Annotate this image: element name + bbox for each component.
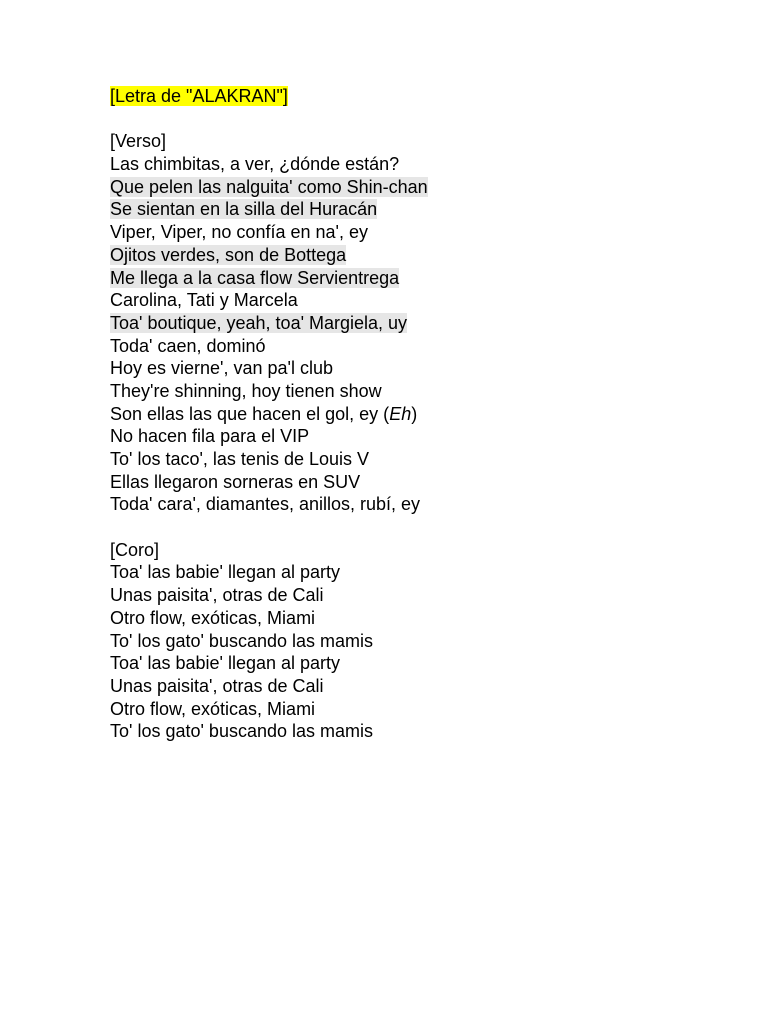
verse-line: To' los taco', las tenis de Louis V bbox=[110, 449, 370, 469]
verse-line: No hacen fila para el VIP bbox=[110, 426, 310, 447]
chorus-line: Toa' las babie' llegan al party bbox=[110, 562, 341, 583]
verse-line-text: Ojitos verdes, son de Bottega bbox=[110, 244, 347, 265]
verse-line: Toda' cara', diamantes, anillos, rubí, ey bbox=[110, 494, 421, 515]
verse-line: Toda' caen, dominó bbox=[110, 335, 266, 356]
chorus-line: Unas paisita', otras de Cali bbox=[110, 675, 324, 696]
chorus-line: Unas paisita', otras de Cali bbox=[110, 585, 324, 606]
verse-header: [Verso] bbox=[110, 131, 167, 152]
verse-line bbox=[110, 244, 730, 267]
verse-line-gol bbox=[110, 403, 730, 426]
verse-line: Carolina, Tati y Marcela bbox=[110, 290, 298, 311]
verse-line: Viper, Viper, no confía en na', ey bbox=[110, 222, 368, 243]
chorus-line: To' los gato' buscando las mamis bbox=[110, 630, 374, 651]
lyrics-body bbox=[110, 85, 730, 743]
verse-line-text: Me llega a la casa flow Servientrega bbox=[110, 267, 400, 288]
verse-line: Las chimbitas, a ver, ¿dónde están? bbox=[110, 154, 400, 175]
verse-line bbox=[110, 267, 730, 290]
chorus-line: To' los gato' buscando las mamis bbox=[110, 721, 374, 742]
verse-line bbox=[110, 312, 730, 335]
chorus-line: Otro flow, exóticas, Miami bbox=[110, 698, 316, 719]
verse-line bbox=[110, 176, 730, 199]
verse-line: Ellas llegaron sorneras en SUV bbox=[110, 471, 361, 492]
verse-line-text: Toa' boutique, yeah, toa' Margiela, uy bbox=[110, 312, 408, 333]
blank-line bbox=[110, 516, 730, 539]
chorus-line: Toa' las babie' llegan al party bbox=[110, 653, 341, 674]
title-line bbox=[110, 85, 730, 108]
song-title: [Letra de "ALAKRAN"] bbox=[110, 86, 288, 106]
chorus-header: [Coro] bbox=[110, 539, 160, 560]
verse-line: They're shinning, hoy tienen show bbox=[110, 380, 382, 401]
gol-prefix: Son ellas las que hacen el gol, ey ( bbox=[110, 403, 390, 424]
gol-emphasis: Eh bbox=[389, 403, 412, 424]
verse-line: Hoy es vierne', van pa'l club bbox=[110, 358, 333, 379]
chorus-line: Otro flow, exóticas, Miami bbox=[110, 607, 316, 628]
blank-line bbox=[110, 108, 730, 131]
verse-line bbox=[110, 198, 730, 221]
verse-line-text: Se sientan en la silla del Huracán bbox=[110, 199, 378, 220]
gol-suffix: ) bbox=[411, 403, 418, 424]
verse-line-text: Que pelen las nalguita' como Shin-chan bbox=[110, 176, 428, 197]
